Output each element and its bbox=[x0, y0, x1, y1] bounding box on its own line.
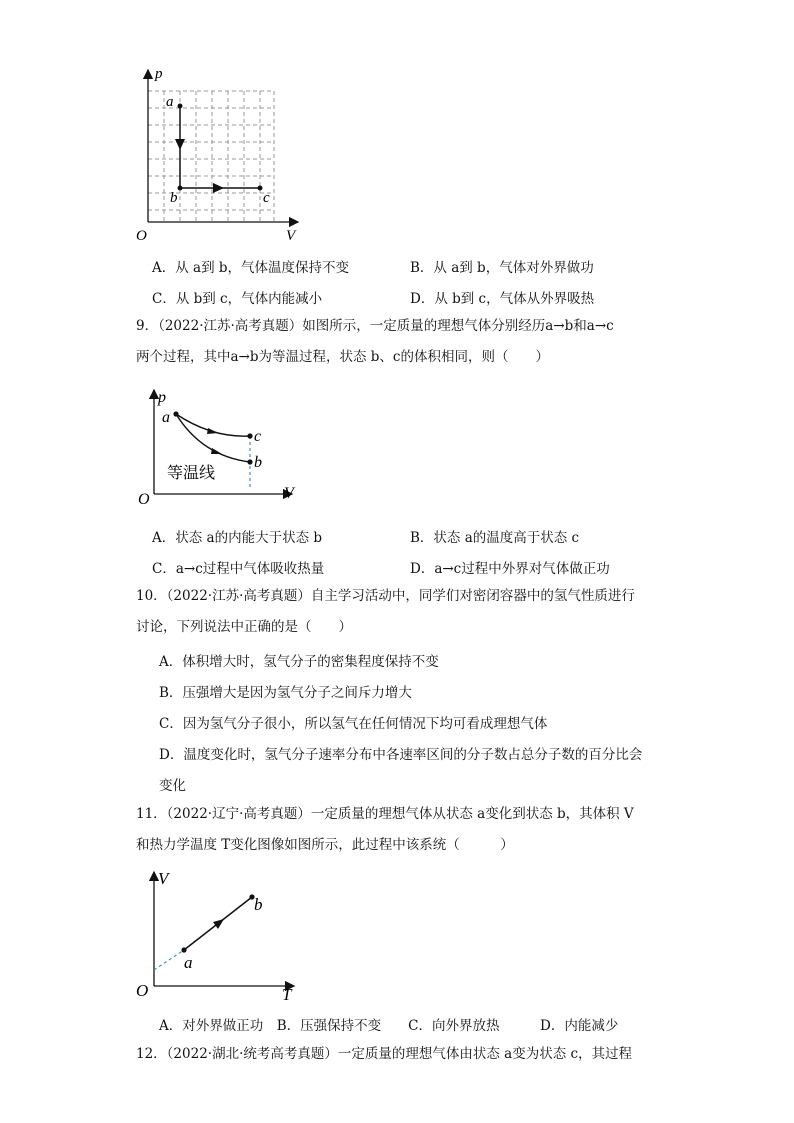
label-t: T bbox=[282, 985, 292, 1004]
label-origin: O bbox=[138, 491, 150, 508]
label-c: c bbox=[254, 428, 262, 445]
dashed-extension bbox=[154, 950, 184, 970]
point-a bbox=[173, 411, 178, 416]
q8-option-b[interactable]: B．从 a到 b，气体对外界做功 bbox=[410, 260, 594, 276]
label-c: c bbox=[263, 190, 270, 206]
q9-stem-line2: 两个过程，其中a→b为等温过程，状态 b、c的体积相同，则（ ） bbox=[136, 349, 549, 365]
q8-option-d[interactable]: D．从 b到 c，气体从外界吸热 bbox=[410, 291, 595, 307]
point-a bbox=[178, 104, 183, 109]
grid bbox=[148, 91, 274, 222]
q11-stem-line1: 11．（2022·辽宁·高考真题）一定质量的理想气体从状态 a变化到状态 b，其体积 V bbox=[136, 806, 634, 822]
label-p: p bbox=[155, 66, 163, 82]
label-origin: O bbox=[136, 981, 149, 1000]
q9-pv-diagram bbox=[132, 384, 312, 508]
label-b: b bbox=[254, 895, 263, 914]
q9-stem-line1: 9．（2022·江苏·高考真题）如图所示，一定质量的理想气体分别经历a→b和a→c bbox=[136, 318, 614, 334]
arrow-a-b bbox=[211, 448, 222, 454]
point-c bbox=[247, 433, 252, 438]
q9-option-b[interactable]: B．状态 a的温度高于状态 c bbox=[410, 530, 580, 546]
q12-stem-line1: 12．（2022·湖北·统考高考真题）一定质量的理想气体由状态 a变为状态 c，其过程 bbox=[136, 1046, 633, 1062]
label-a: a bbox=[166, 94, 174, 110]
q8-pv-diagram bbox=[130, 62, 310, 244]
label-origin: O bbox=[136, 228, 147, 244]
q9-option-a[interactable]: A．状态 a的内能大于状态 b bbox=[152, 530, 323, 546]
q8-option-a[interactable]: A．从 a到 b，气体温度保持不变 bbox=[152, 260, 350, 276]
label-b: b bbox=[254, 454, 262, 471]
label-v: V bbox=[284, 485, 294, 502]
point-b bbox=[178, 186, 183, 191]
point-b bbox=[247, 459, 252, 464]
q11-stem-line2: 和热力学温度 T变化图像如图所示，此过程中该系统（ ） bbox=[136, 837, 514, 853]
point-a bbox=[181, 947, 186, 952]
label-p: p bbox=[158, 389, 166, 406]
q10-option-a[interactable]: A．体积增大时，氢气分子的密集程度保持不变 bbox=[159, 654, 439, 670]
q9-option-c[interactable]: C．a→c过程中气体吸收热量 bbox=[152, 561, 325, 577]
q10-option-d-line1[interactable]: D．温度变化时，氢气分子速率分布中各速率区间的分子数占总分子数的百分比会 bbox=[159, 747, 643, 763]
q8-option-c[interactable]: C．从 b到 c，气体内能减小 bbox=[152, 291, 323, 307]
q10-stem-line1: 10．（2022·江苏·高考真题）自主学习活动中，同学们对密闭容器中的氢气性质进行 bbox=[136, 588, 635, 604]
arrow-a-b bbox=[175, 139, 185, 150]
label-b: b bbox=[170, 190, 178, 206]
q10-option-c[interactable]: C．因为氢气分子很小，所以氢气在任何情况下均可看成理想气体 bbox=[159, 716, 548, 732]
point-c bbox=[258, 186, 263, 191]
label-a: a bbox=[162, 409, 170, 426]
q9-option-d[interactable]: D．a→c过程中外界对气体做正功 bbox=[410, 561, 610, 577]
q11-options[interactable]: A．对外界做正功 B．压强保持不变 C．向外界放热 D．内能减少 bbox=[159, 1018, 619, 1034]
label-a: a bbox=[184, 953, 193, 972]
arrow-b-c bbox=[213, 183, 224, 193]
label-v: V bbox=[158, 869, 169, 888]
label-isotherm: 等温线 bbox=[167, 465, 216, 482]
q10-stem-line2: 讨论，下列说法中正确的是（ ） bbox=[136, 619, 352, 635]
q10-option-d-line2: 变化 bbox=[159, 778, 186, 794]
label-v: V bbox=[286, 228, 296, 244]
q10-option-b[interactable]: B．压强增大是因为氢气分子之间斥力增大 bbox=[159, 685, 412, 701]
arrow-a-c bbox=[207, 428, 218, 434]
q11-vt-diagram bbox=[132, 866, 307, 1006]
arrow-a-b bbox=[213, 919, 224, 929]
